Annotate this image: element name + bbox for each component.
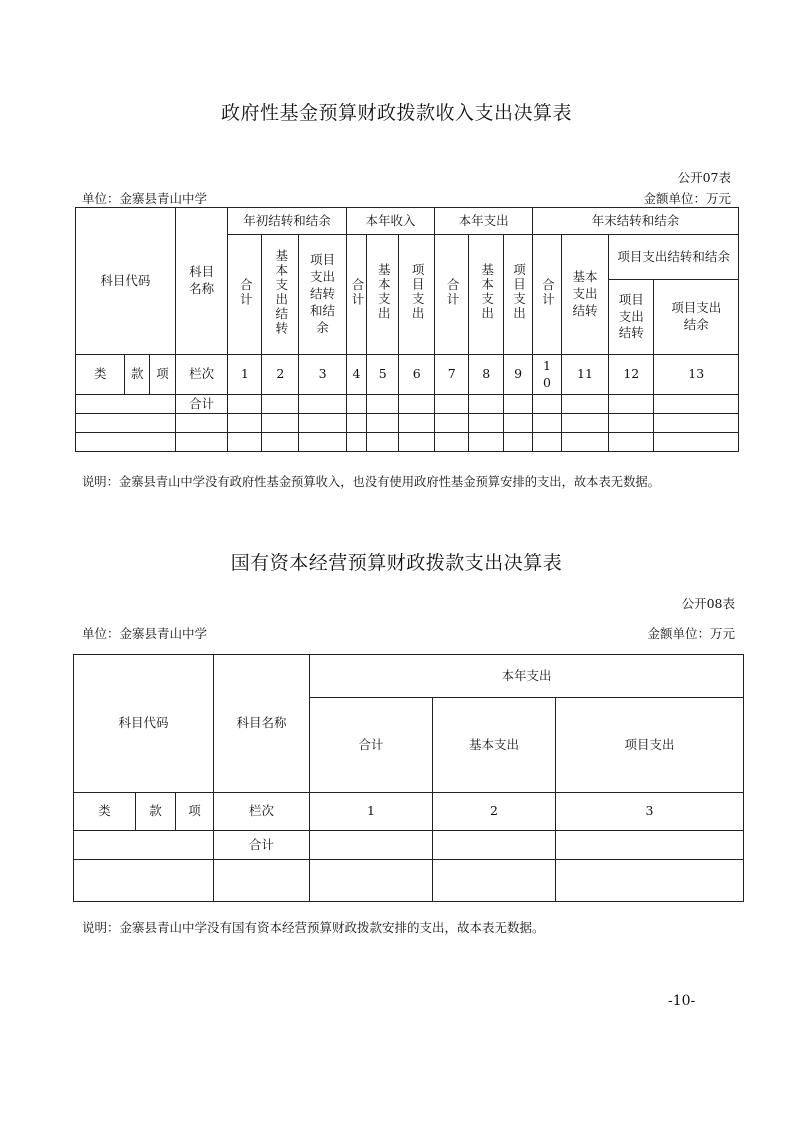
table07-note: 说明：金寨县青山中学没有政府性基金预算收入，也没有使用政府性基金预算安排的支出，故本表无数据。 — [82, 475, 660, 489]
col-begin-project: 项目支出结转和结余 — [299, 235, 346, 355]
col-end-project-carry: 项目支出结转 — [609, 280, 654, 355]
table07-unit: 单位：金寨县青山中学 — [82, 191, 208, 206]
table07-title: 政府性基金预算财政拨款收入支出决算表 — [220, 102, 572, 124]
col-end-project-group: 项目支出结转和结余 — [609, 235, 739, 280]
row-lanci: 栏次 — [175, 355, 227, 395]
header-subject-name: 科目名称 — [214, 655, 310, 793]
row-lanci: 栏次 — [214, 793, 310, 831]
col-number: 1 — [228, 355, 262, 395]
page-number: -10- — [668, 993, 696, 1009]
row-kuan: 款 — [136, 793, 176, 831]
table08 — [73, 654, 744, 902]
col-number: 4 — [346, 355, 367, 395]
col-expense-total: 合计 — [435, 235, 469, 355]
col-begin-basic: 基本支出结转 — [262, 235, 299, 355]
header-income: 本年收入 — [346, 208, 435, 235]
col-income-project: 项目支出 — [399, 235, 435, 355]
table08-code: 公开08表 — [681, 596, 735, 611]
col-end-basic: 基本支出结转 — [561, 235, 608, 355]
table07-code: 公开07表 — [677, 170, 731, 185]
table08-amount-unit: 金额单位：万元 — [647, 626, 735, 641]
col-number: 2 — [262, 355, 299, 395]
col-end-project-balance: 项目支出结余 — [654, 280, 739, 355]
col-number: 3 — [299, 355, 346, 395]
header-expense: 本年支出 — [435, 208, 533, 235]
table07-amount-unit: 金额单位：万元 — [643, 191, 731, 206]
row-kuan: 款 — [125, 355, 150, 395]
col-number: 2 — [433, 793, 556, 831]
header-subject-name: 科目名称 — [175, 208, 227, 355]
col-number: 6 — [399, 355, 435, 395]
row-total: 合计 — [214, 831, 310, 860]
table08-unit: 单位：金寨县青山中学 — [82, 626, 208, 641]
header-subject-code: 科目代码 — [74, 655, 214, 793]
col-expense-basic: 基本支出 — [469, 235, 504, 355]
header-subject-code: 科目代码 — [76, 208, 176, 355]
table07 — [75, 207, 739, 452]
table-cell — [76, 395, 176, 414]
col-number: 10 — [533, 355, 562, 395]
col-income-basic: 基本支出 — [367, 235, 399, 355]
col-number: 12 — [609, 355, 654, 395]
col-number: 11 — [561, 355, 608, 395]
col-basic: 基本支出 — [433, 698, 556, 793]
col-number: 13 — [654, 355, 739, 395]
header-end-balance: 年末结转和结余 — [533, 208, 739, 235]
table08-note: 说明：金寨县青山中学没有国有资本经营预算财政拨款安排的支出，故本表无数据。 — [82, 920, 545, 935]
header-expense: 本年支出 — [310, 655, 744, 698]
col-project: 项目支出 — [556, 698, 744, 793]
row-xiang: 项 — [150, 355, 176, 395]
col-number: 5 — [367, 355, 399, 395]
header-begin-balance: 年初结转和结余 — [228, 208, 346, 235]
col-number: 1 — [310, 793, 433, 831]
col-end-total: 合计 — [533, 235, 562, 355]
col-number: 7 — [435, 355, 469, 395]
col-income-total: 合计 — [346, 235, 367, 355]
row-lei: 类 — [76, 355, 125, 395]
col-number: 3 — [556, 793, 744, 831]
row-xiang: 项 — [176, 793, 214, 831]
row-total: 合计 — [175, 395, 227, 414]
col-begin-total: 合计 — [228, 235, 262, 355]
table08-title: 国有资本经营预算财政拨款支出决算表 — [230, 552, 563, 574]
row-lei: 类 — [74, 793, 136, 831]
col-expense-project: 项目支出 — [504, 235, 533, 355]
col-number: 9 — [504, 355, 533, 395]
col-number: 8 — [469, 355, 504, 395]
col-total: 合计 — [310, 698, 433, 793]
